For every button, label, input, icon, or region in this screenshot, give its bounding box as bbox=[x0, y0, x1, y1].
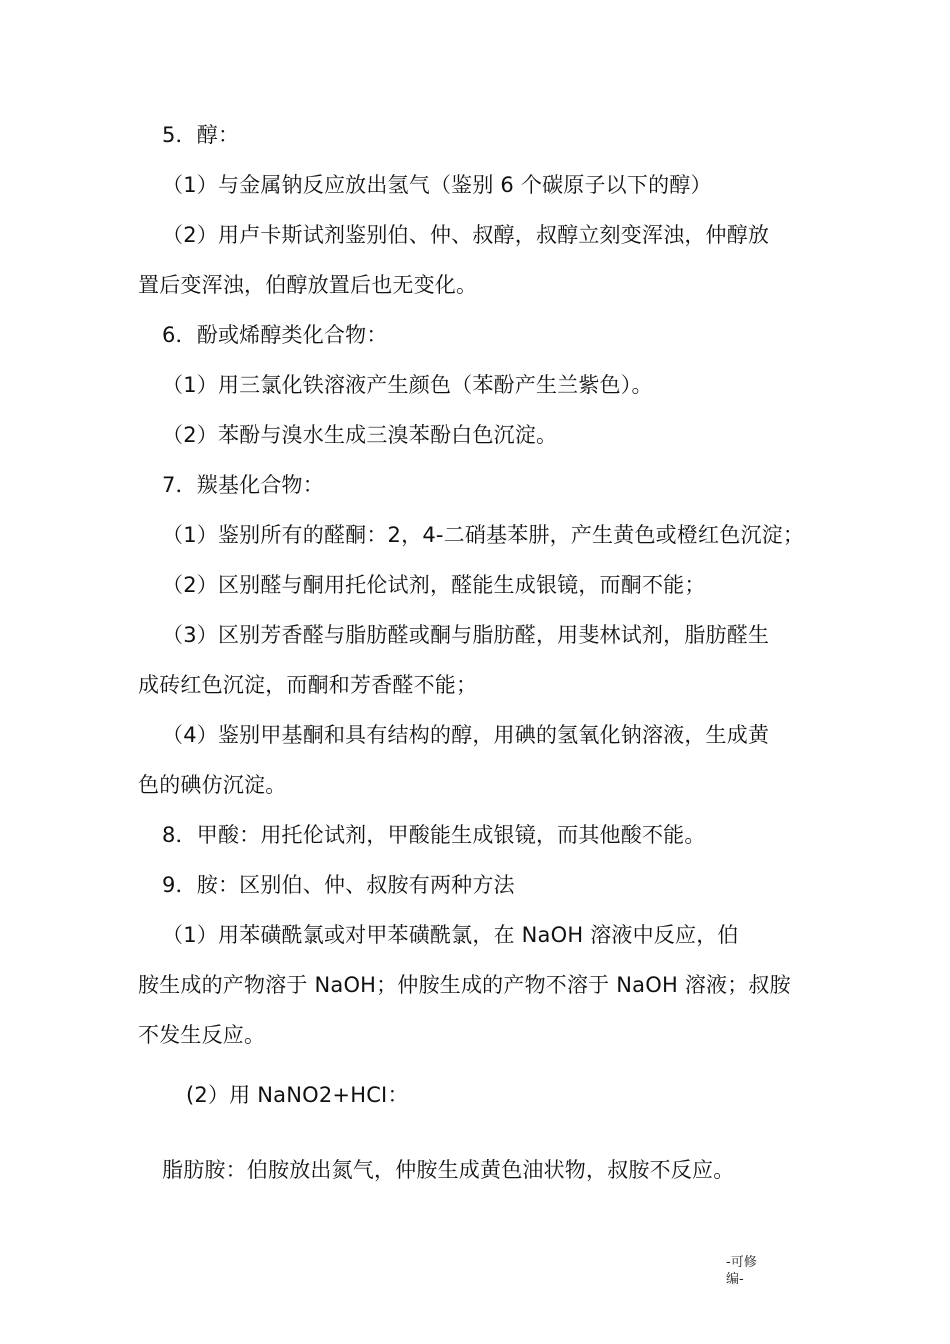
text-line: （2）苯酚与溴水生成三溴苯酚白色沉淀。 bbox=[162, 423, 558, 447]
text-line: （1）鉴别所有的醛酮：2，4-二硝基苯肼，产生黄色或橙红色沉淀； bbox=[162, 523, 805, 547]
footer-line: 编- bbox=[726, 1272, 744, 1287]
heading-phenol: 6．酚或烯醇类化合物： bbox=[162, 323, 388, 347]
footer-line: -可修 bbox=[726, 1255, 757, 1270]
text-line: （1）与金属钠反应放出氢气（鉴别 6 个碳原子以下的醇） bbox=[162, 173, 712, 197]
heading-carbonyl: 7．羰基化合物： bbox=[162, 473, 324, 497]
text-line: 成砖红色沉淀，而酮和芳香醛不能； bbox=[138, 673, 478, 697]
heading-amine: 9．胺：区别伯、仲、叔胺有两种方法 bbox=[162, 873, 515, 897]
heading-formic-acid: 8．甲酸：用托伦试剂，甲酸能生成银镜，而其他酸不能。 bbox=[162, 823, 706, 847]
page-footer bbox=[726, 1254, 757, 1288]
text-line: （1）用苯磺酰氯或对甲苯磺酰氯，在 NaOH 溶液中反应，伯 bbox=[162, 923, 739, 947]
heading-alcohol: 5．醇： bbox=[162, 123, 240, 147]
text-line: 不发生反应。 bbox=[138, 1023, 266, 1047]
text-line: 置后变浑浊，伯醇放置后也无变化。 bbox=[138, 273, 478, 297]
text-line: （2）用卢卡斯试剂鉴别伯、仲、叔醇，叔醇立刻变浑浊，仲醇放 bbox=[162, 223, 770, 247]
text-line: 胺生成的产物溶于 NaOH；仲胺生成的产物不溶于 NaOH 溶液；叔胺 bbox=[138, 973, 791, 997]
text-line: （4）鉴别甲基酮和具有结构的醇，用碘的氢氧化钠溶液，生成黄 bbox=[162, 723, 770, 747]
text-line: 脂肪胺：伯胺放出氮气，仲胺生成黄色油状物，叔胺不反应。 bbox=[162, 1158, 735, 1182]
text-line: （1）用三氯化铁溶液产生颜色（苯酚产生兰紫色）。 bbox=[162, 373, 653, 397]
text-line: (2）用 NaNO2+HCI： bbox=[186, 1083, 409, 1107]
text-line: （3）区别芳香醛与脂肪醛或酮与脂肪醛，用斐林试剂，脂肪醛生 bbox=[162, 623, 770, 647]
text-line: （2）区别醛与酮用托伦试剂，醛能生成银镜，而酮不能； bbox=[162, 573, 706, 597]
text-line: 色的碘仿沉淀。 bbox=[138, 773, 287, 797]
